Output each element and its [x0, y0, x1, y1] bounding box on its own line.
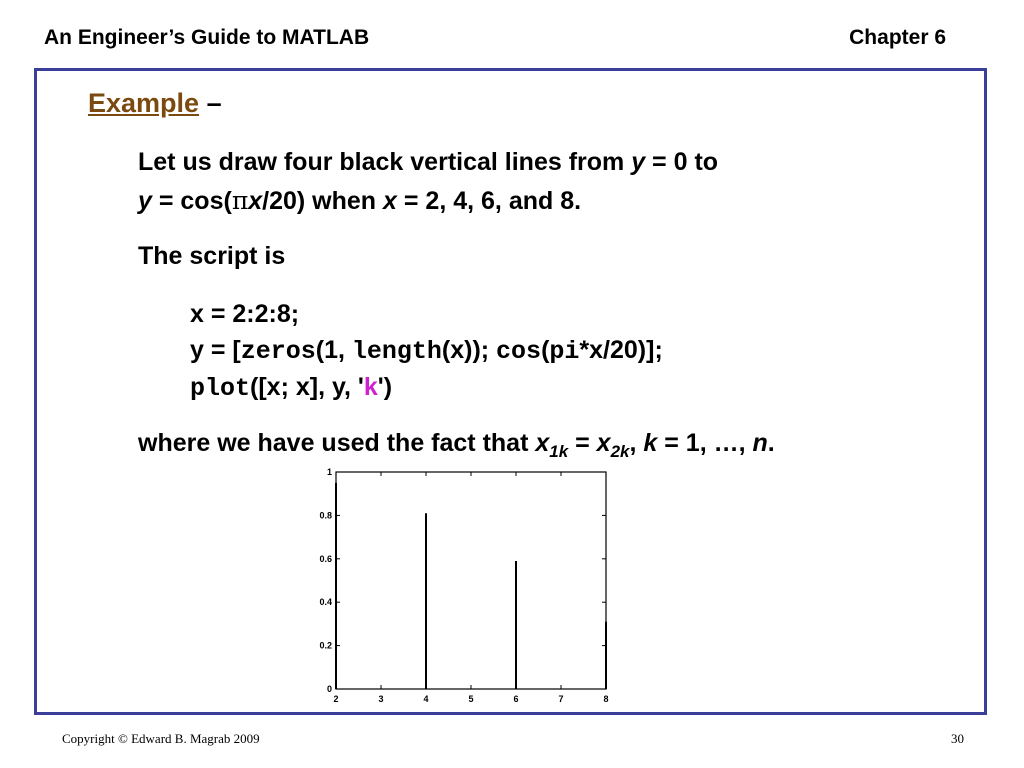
- y-tick-label: 0.6: [319, 553, 332, 564]
- text-segment: .: [767, 429, 775, 457]
- copyright-footer: Copyright © Edward B. Magrab 2009: [62, 731, 260, 746]
- x-tick-label: 7: [558, 694, 564, 704]
- subscript: 2k: [610, 442, 630, 461]
- var-y: y: [138, 187, 152, 215]
- example-dash: –: [199, 88, 222, 118]
- y-tick-label: 0: [326, 684, 332, 694]
- code-function: pi: [549, 337, 580, 366]
- matlab-plot: [300, 462, 620, 710]
- x-tick-label: 5: [468, 694, 474, 704]
- text-segment: = 2, 4, 6, and 8.: [396, 187, 582, 215]
- y-tick-label: 0.8: [319, 510, 332, 521]
- var-x: x: [596, 429, 611, 457]
- code-line-2: [190, 338, 663, 364]
- text-segment: = 1, …,: [657, 429, 753, 457]
- code-function: zeros: [240, 337, 316, 366]
- header-chapter: Chapter 6: [849, 26, 946, 49]
- y-tick-label: 1: [326, 467, 332, 477]
- text-segment: = 0 to: [645, 148, 719, 176]
- text-segment: /20) when: [262, 187, 384, 215]
- example-heading: [88, 90, 222, 117]
- paragraph-line-3: [138, 429, 775, 461]
- subscript: 1k: [549, 442, 569, 461]
- y-tick-label: 0.4: [319, 597, 332, 608]
- var-y: y: [631, 148, 646, 176]
- page-number: 30: [951, 731, 964, 746]
- plot-axes-box: [336, 472, 606, 689]
- code-function: length: [351, 337, 442, 366]
- var-x: x: [535, 429, 550, 457]
- code-segment: '): [377, 373, 393, 401]
- code-segment: (1,: [315, 336, 352, 364]
- text-segment: = cos(: [151, 187, 232, 215]
- pi-symbol: π: [231, 186, 249, 215]
- paragraph-line-2: [138, 188, 581, 214]
- code-function: plot: [190, 374, 251, 403]
- code-segment: ([x; x], y, ': [250, 373, 364, 401]
- header-title: An Engineer’s Guide to MATLAB: [44, 26, 370, 49]
- code-line-1: x = 2:2:8;: [190, 300, 300, 328]
- text-segment: =: [568, 429, 597, 457]
- code-string: k: [363, 373, 378, 401]
- x-tick-label: 8: [603, 694, 609, 704]
- example-label: Example: [88, 88, 200, 118]
- code-segment: *x/20)];: [579, 336, 663, 364]
- code-function: cos: [496, 337, 542, 366]
- var-x: x: [383, 187, 397, 215]
- code-segment: (x));: [441, 336, 497, 364]
- var-x: x: [248, 187, 263, 215]
- code-line-3: [190, 375, 392, 401]
- x-tick-label: 4: [423, 694, 429, 704]
- text-segment: where we have used the fact that: [138, 429, 536, 457]
- script-intro: The script is: [138, 242, 286, 270]
- x-tick-label: 3: [378, 694, 384, 704]
- var-k: k: [643, 429, 658, 457]
- text-segment: ,: [629, 429, 644, 457]
- code-segment: y = [: [190, 336, 241, 364]
- code-segment: (: [541, 336, 550, 364]
- var-n: n: [752, 429, 768, 457]
- x-tick-label: 2: [333, 694, 339, 704]
- text-segment: Let us draw four black vertical lines from: [138, 148, 632, 176]
- y-tick-label: 0.2: [319, 640, 332, 651]
- paragraph-line-1: [138, 150, 718, 175]
- x-tick-label: 6: [513, 694, 519, 704]
